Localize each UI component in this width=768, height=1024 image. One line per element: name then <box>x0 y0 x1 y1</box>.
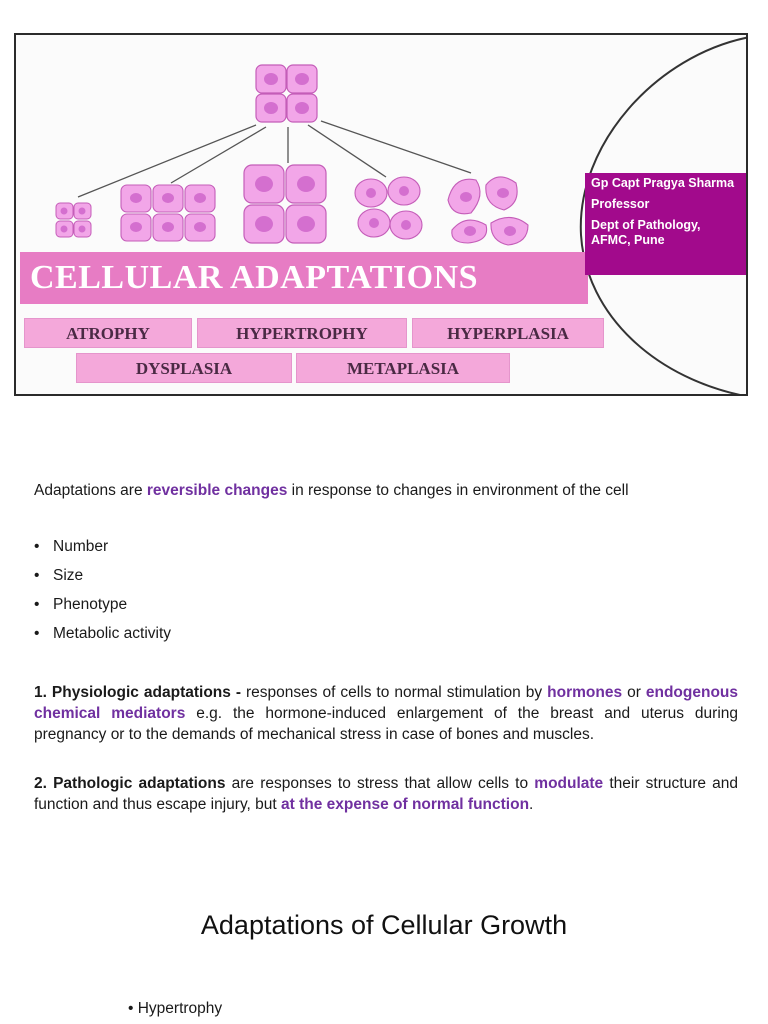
author-department: Dept of Pathology, AFMC, Pune <box>591 218 701 247</box>
tag-atrophy: ATROPHY <box>24 318 192 348</box>
normal-cells <box>256 65 317 122</box>
list-item: • Size <box>34 567 84 584</box>
section-heading: Adaptations of Cellular Growth <box>200 910 568 940</box>
list-item: • Number <box>34 538 109 555</box>
banner-title: CELLULAR ADAPTATIONS <box>20 252 588 304</box>
tag-hyperplasia: HYPERPLASIA <box>412 318 604 348</box>
list-item: • Metabolic activity <box>34 625 172 642</box>
intro-sentence: Adaptations are reversible changes in response to changes in environment of the cell <box>34 482 629 499</box>
hypertrophy-cells <box>244 165 326 243</box>
list-item: • Hypertrophy <box>128 1000 223 1017</box>
physiologic-adaptations-paragraph: 1. Physiologic adaptations - responses of cells to normal stimulation by hormones or endogenous chemical mediators e.g. the hormone-induced enlargement of the breast and uterus during pregnancy or to the demands of mechanical stress in case of bones and muscles. <box>34 684 739 743</box>
tag-hypertrophy: HYPERTROPHY <box>197 318 407 348</box>
adaptation-parameters-list <box>34 538 171 654</box>
dysplasia-cells <box>448 177 528 245</box>
author-info-box <box>585 173 748 275</box>
highlight-reversible-changes: reversible changes <box>146 482 288 499</box>
pathologic-adaptations-paragraph: 2. Pathologic adaptations are responses to stress that allow cells to modulate their structure and function and thus escape injury, but at the expense of normal function. <box>34 775 738 813</box>
cellular-adaptations-banner <box>14 33 748 396</box>
author-role: Professor <box>591 197 650 211</box>
list-item: • Phenotype <box>34 596 128 613</box>
atrophy-cells <box>56 203 91 237</box>
tag-metaplasia: METAPLASIA <box>296 353 510 383</box>
author-name: Gp Capt Pragya Sharma <box>591 176 735 190</box>
tag-dysplasia: DYSPLASIA <box>76 353 292 383</box>
metaplasia-cells <box>355 177 422 239</box>
